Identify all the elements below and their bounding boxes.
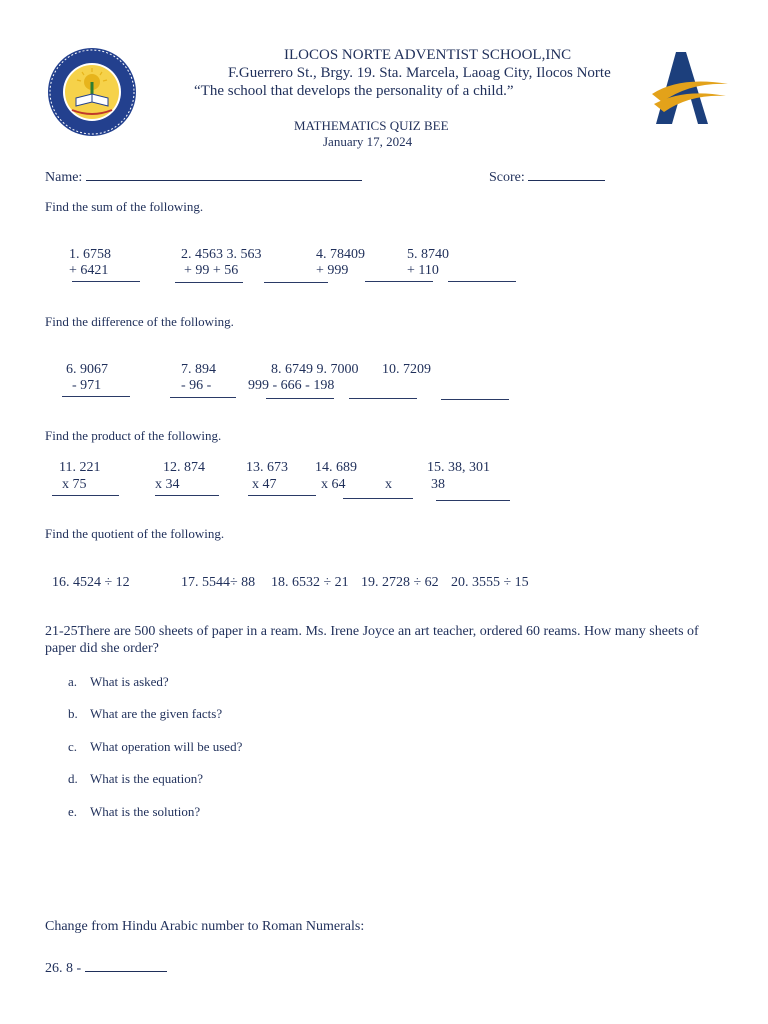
answer-line[interactable] <box>349 398 417 399</box>
addition-item-2-3-bottom: + 99 + 56 <box>184 263 239 278</box>
division-item-19: 19. 2728 ÷ 62 <box>361 575 439 590</box>
answer-line[interactable] <box>62 396 130 397</box>
answer-line[interactable] <box>170 397 236 398</box>
answer-line[interactable] <box>365 281 433 282</box>
division-item-20: 20. 3555 ÷ 15 <box>451 575 529 590</box>
answer-line[interactable] <box>266 398 334 399</box>
multiplication-item-12-top: 12. 874 <box>163 460 205 475</box>
school-motto: “The school that develops the personality of a child.” <box>194 83 514 99</box>
addition-item-5-top: 5. 8740 <box>407 247 449 262</box>
addition-item-5-bottom: + 110 <box>407 263 439 278</box>
addition-item-4-top: 4. 78409 <box>316 247 365 262</box>
subtraction-instruction: Find the difference of the following. <box>45 314 234 329</box>
question-letter: d. <box>68 771 78 786</box>
addition-item-1-bottom: + 6421 <box>69 263 109 278</box>
roman-item-26[interactable] <box>45 957 167 977</box>
multiplication-instruction: Find the product of the following. <box>45 428 222 443</box>
question-d: What is the equation? <box>90 771 203 786</box>
school-seal-logo <box>46 46 138 138</box>
division-item-18: 18. 6532 ÷ 21 <box>271 575 349 590</box>
quiz-title: MATHEMATICS QUIZ BEE <box>294 118 449 133</box>
question-c: What operation will be used? <box>90 739 243 754</box>
question-letter: a. <box>68 674 78 689</box>
quiz-date: January 17, 2024 <box>323 134 413 149</box>
answer-line[interactable] <box>448 281 516 282</box>
multiplication-item-13-bottom: x 47 <box>252 477 277 492</box>
score-blank[interactable] <box>528 166 605 181</box>
adventist-logo <box>650 50 730 128</box>
school-name: ILOCOS NORTE ADVENTIST SCHOOL,INC <box>284 47 572 63</box>
addition-item-4-bottom: + 999 <box>316 263 349 278</box>
question-a: What is asked? <box>90 674 169 689</box>
roman-item-26-label: 26. 8 - <box>45 961 82 976</box>
answer-line[interactable] <box>441 399 509 400</box>
question-letter: e. <box>68 804 78 819</box>
roman-instruction: Change from Hindu Arabic number to Roman Numerals: <box>45 919 365 934</box>
multiplication-item-11-top: 11. 221 <box>59 460 101 475</box>
multiplication-item-14-top: 14. 689 <box>315 460 357 475</box>
subtraction-item-8-10-bottom: 999 - 666 - 198 <box>248 378 335 393</box>
word-problem-line-2: paper did she order? <box>45 641 159 656</box>
question-letter: b. <box>68 706 78 721</box>
subtraction-item-6-top: 6. 9067 <box>66 362 108 377</box>
subtraction-item-7-bottom: - 96 - <box>181 378 212 393</box>
roman-item-26-blank[interactable] <box>85 957 167 972</box>
score-field[interactable] <box>489 166 605 186</box>
subtraction-item-7-top: 7. 894 <box>181 362 216 377</box>
subtraction-item-6-bottom: - 971 <box>72 378 102 393</box>
multiplication-item-14-bottom: x 64 <box>321 477 346 492</box>
name-blank[interactable] <box>86 166 362 181</box>
score-label: Score: <box>489 170 525 185</box>
subtraction-item-8-9-top: 8. 6749 9. 7000 <box>271 362 359 377</box>
name-label: Name: <box>45 170 83 185</box>
answer-line[interactable] <box>264 282 328 283</box>
division-instruction: Find the quotient of the following. <box>45 526 225 541</box>
multiplication-item-11-bottom: x 75 <box>62 477 87 492</box>
addition-item-2-3-top: 2. 4563 3. 563 <box>181 247 262 262</box>
division-item-17: 17. 5544÷ 88 <box>181 575 256 590</box>
answer-line[interactable] <box>155 495 219 496</box>
division-item-16: 16. 4524 ÷ 12 <box>52 575 130 590</box>
multiplication-item-13-top: 13. 673 <box>246 460 288 475</box>
answer-line[interactable] <box>343 498 413 499</box>
multiplication-item-15-bottom: 38 <box>431 477 445 492</box>
word-problem-line-1: 21-25There are 500 sheets of paper in a ream. Ms. Irene Joyce an art teacher, ordered 60 reams. How many sheets of <box>45 624 699 639</box>
addition-item-1-top: 1. 6758 <box>69 247 111 262</box>
subtraction-item-10-top: 10. 7209 <box>382 362 431 377</box>
multiplication-item-12-bottom: x 34 <box>155 477 180 492</box>
school-address: F.Guerrero St., Brgy. 19. Sta. Marcela, Laoag City, Ilocos Norte <box>228 65 611 81</box>
answer-line[interactable] <box>248 495 316 496</box>
question-e: What is the solution? <box>90 804 201 819</box>
answer-line[interactable] <box>72 281 140 282</box>
answer-line[interactable] <box>175 282 243 283</box>
answer-line[interactable] <box>52 495 119 496</box>
multiplication-item-15-sign: x <box>385 477 392 492</box>
name-field[interactable] <box>45 166 362 186</box>
question-letter: c. <box>68 739 78 754</box>
addition-instruction: Find the sum of the following. <box>45 199 204 214</box>
question-b: What are the given facts? <box>90 706 223 721</box>
answer-line[interactable] <box>436 500 510 501</box>
multiplication-item-15-top: 15. 38, 301 <box>427 460 490 475</box>
